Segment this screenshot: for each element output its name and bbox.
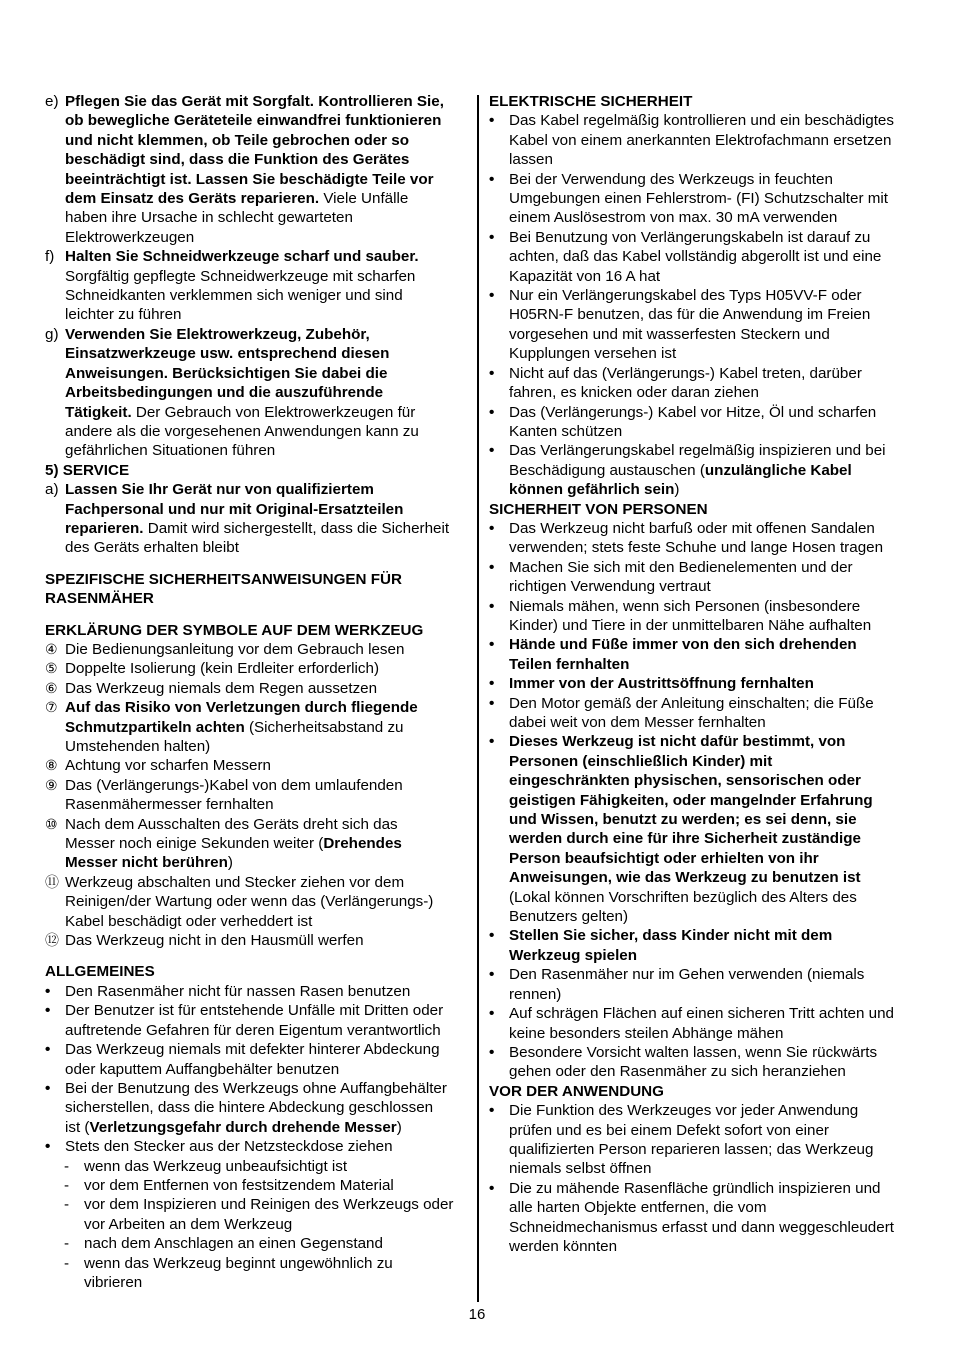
item-text: [65, 698, 470, 756]
list-item: [45, 1001, 470, 1040]
text-line: Arbeitsbedingungen und die auszuführende: [65, 384, 384, 402]
list-item: [489, 926, 914, 965]
text-line: Die Funktion des Werkzeuges vor jeder Anwendung: [509, 1102, 859, 1120]
list-item: [45, 1040, 470, 1079]
bullet-marker: •: [489, 170, 495, 188]
text-line: rennen): [509, 985, 562, 1003]
text-line: Das (Verlängerungs-) Kabel vor Hitze, Öl und scharfen: [509, 403, 877, 421]
text-line: Kapazität von 16 A hat: [509, 267, 661, 285]
text-line: Schneidkanten verklemmen sich weniger und sind: [65, 287, 403, 305]
text-line: niemals selbst öffnen: [509, 1160, 652, 1178]
symbol-number: ⑧: [45, 757, 58, 774]
text-line: Den Rasenmäher nur im Gehen verwenden (niemals: [509, 966, 865, 984]
dash-list: [45, 1157, 470, 1293]
item-text: [65, 325, 470, 461]
item-text: [509, 635, 914, 674]
text-line: prüfen und es bei einem Defekt sofort von einer: [509, 1121, 829, 1139]
text-line: beschädigt sind, dass die Funktion des Gerätes: [65, 151, 410, 169]
general-heading: ALLGEMEINES: [45, 963, 155, 981]
text-line: Messer nicht berühren): [65, 854, 233, 872]
list-item: [45, 679, 470, 698]
text-line: Besondere Vorsicht walten lassen, wenn Sie rückwärts: [509, 1043, 878, 1061]
text-line: vor Arbeiten an dem Werkzeug: [84, 1215, 293, 1233]
symbol-number: ④: [45, 640, 58, 657]
text-line: Hände und Füße immer von den sich drehenden: [509, 636, 857, 654]
text-line: fahren, es knicken oder daran ziehen: [509, 384, 759, 402]
item-text: [509, 228, 914, 286]
text-line: und Wissen, benutzt zu werden; es sei denn, sie: [509, 811, 857, 829]
item-text: [509, 694, 914, 733]
text-line: Nach dem Ausschalten des Geräts dreht sich das: [65, 815, 398, 833]
symbols-heading: ERKLÄRUNG DER SYMBOLE AUF DEM WERKZEUG: [45, 621, 424, 639]
text-line: Bei der Benutzung des Werkzeugs ohne Auffangbehälter: [65, 1079, 447, 1097]
list-item: [45, 815, 470, 873]
item-letter: a): [45, 481, 59, 499]
text-line: Messer noch einige Sekunden weiter (Drehendes: [65, 835, 402, 853]
text-line: geistigen Fähigkeiten, oder mangelnder Erfahrung: [509, 791, 873, 809]
bullet-marker: •: [489, 1043, 495, 1061]
text-line: vor dem Inspizieren und Reinigen des Werkzeugs oder: [84, 1196, 454, 1214]
text-line: (Lokal können Vorschriften bezüglich des Alters des: [509, 888, 857, 906]
item-text: [65, 815, 470, 873]
item-text: [509, 674, 914, 693]
list-item: [45, 325, 470, 461]
bullet-marker: •: [489, 558, 495, 576]
list-item: [489, 732, 914, 926]
text-line: Lassen Sie Ihr Gerät nur von qualifiziertem: [65, 481, 374, 499]
bullet-marker: •: [489, 1102, 495, 1120]
bullet-marker: •: [489, 694, 495, 712]
list-item: [489, 170, 914, 228]
bullet-marker: •: [489, 519, 495, 537]
dash-marker: -: [64, 1254, 70, 1272]
list-item: [489, 1179, 914, 1257]
item-text: [509, 403, 914, 442]
text-line: Personen (einschließlich Kinder) mit: [509, 752, 773, 770]
item-text: [65, 1001, 470, 1040]
text-line: sicherstellen, dass die hintere Abdeckung geschlossen: [65, 1099, 434, 1117]
list-item: [489, 228, 914, 286]
list-item: [45, 1137, 470, 1156]
text-line: Das Werkzeug niemals mit defekter hinterer Abdeckung: [65, 1041, 440, 1059]
electrical-heading: ELEKTRISCHE SICHERHEIT: [489, 93, 693, 110]
text-line: Einsatzwerkzeuge usw. entsprechend diesen: [65, 345, 390, 363]
item-text: [509, 558, 914, 597]
text-line: Die Bedienungsanleitung vor dem Gebrauch lesen: [65, 640, 405, 658]
text-line: Elektrowerkzeugen: [65, 228, 195, 246]
text-line: leichter zu führen: [65, 306, 182, 324]
item-text: [65, 1040, 470, 1079]
list-item: [489, 1101, 914, 1179]
bullet-marker: •: [45, 1002, 51, 1020]
bullet-marker: •: [489, 287, 495, 305]
dash-marker: -: [64, 1176, 70, 1194]
text-line: Halten Sie Schneidwerkzeuge scharf und sauber.: [65, 248, 419, 266]
text-line: Sorgfältig gepflegte Schneidwerkzeuge mit scharfen: [65, 267, 416, 285]
text-line: Teilen fernhalten: [509, 655, 630, 673]
text-line: Kanten schützen: [509, 422, 623, 440]
list-item: [45, 1176, 470, 1195]
left-column: [45, 92, 470, 1292]
text-line: Tätigkeit. Der Gebrauch von Elektrowerkzeugen für: [65, 403, 416, 421]
specific-heading-line-2: RASENMÄHER: [45, 590, 154, 608]
text-line: Achtung vor scharfen Messern: [65, 757, 271, 775]
item-text: [65, 982, 470, 1001]
text-line: Benutzers gelten): [509, 908, 629, 926]
text-line: Das (Verlängerungs-)Kabel von dem umlaufenden: [65, 776, 403, 794]
list-item: [45, 873, 470, 931]
text-line: Schneidmechanismus erfasst und dann weggeschleudert: [509, 1218, 894, 1236]
bullet-marker: •: [45, 1138, 51, 1156]
text-line: ob bewegliche Geräteteile einwandfrei funktionieren: [65, 112, 442, 130]
item-text: [509, 111, 914, 169]
item-letter: e): [45, 93, 59, 110]
text-line: Dieses Werkzeug ist nicht dafür bestimmt, von: [509, 733, 846, 751]
item-text: [84, 1195, 470, 1234]
list-item: [45, 756, 470, 775]
text-line: Das Werkzeug nicht barfuß oder mit offenen Sandalen: [509, 519, 875, 537]
list-item: [489, 364, 914, 403]
text-line: eingeschränkten physischen, sensorischen oder: [509, 772, 861, 790]
text-line: werden könnten: [509, 1237, 618, 1255]
bullet-marker: •: [45, 1041, 51, 1059]
list-item: [45, 931, 470, 950]
before-list: [489, 1101, 914, 1256]
item-text: [65, 247, 470, 325]
list-item: [489, 1004, 914, 1043]
text-line: werden durch eine für ihre Sicherheit zuständige: [509, 830, 861, 848]
text-line: dem Einsatz des Geräts reparieren. Viele Unfälle: [65, 190, 409, 208]
dash-marker: -: [64, 1196, 70, 1214]
bullet-marker: •: [489, 597, 495, 615]
text-line: können gefährlich sein): [509, 481, 680, 499]
item-text: [509, 1179, 914, 1257]
list-item: [45, 982, 470, 1001]
bullet-marker: •: [489, 1005, 495, 1023]
text-line: Kabel von einem anerkannten Elektrofachmann ersetzen: [509, 131, 892, 149]
item-text: [84, 1176, 470, 1195]
dash-marker: -: [64, 1235, 70, 1253]
text-line: Stets den Stecker aus der Netzsteckdose ziehen: [65, 1138, 393, 1156]
text-line: Auf schrägen Flächen auf einen sicheren Tritt achten und: [509, 1005, 894, 1023]
bullet-marker: •: [489, 364, 495, 382]
text-line: Schmutzpartikeln achten (Sicherheitsabstand zu: [65, 718, 404, 736]
page-number: 16: [468, 1306, 486, 1323]
text-line: richtigen Verwendung vertraut: [509, 578, 711, 596]
column-divider: [477, 95, 479, 1302]
item-letter: f): [45, 248, 55, 266]
text-line: einem Auslösestrom von max. 30 mA verwenden: [509, 209, 838, 227]
text-line: verwenden; stets feste Schuhe und lange Hosen tragen: [509, 539, 884, 557]
bullet-marker: •: [489, 403, 495, 421]
list-item: [45, 1254, 470, 1293]
list-item: [45, 640, 470, 659]
text-line: Doppelte Isolierung (kein Erdleiter erforderlich): [65, 660, 380, 678]
list-item: [489, 403, 914, 442]
text-line: Kabel beschädigt oder verheddert ist: [65, 912, 313, 930]
item-text: [65, 756, 470, 775]
item-text: [509, 597, 914, 636]
text-line: Machen Sie sich mit den Bedienelementen und der: [509, 558, 853, 576]
symbols-list: [45, 640, 470, 951]
text-line: Pflegen Sie das Gerät mit Sorgfalt. Kontrollieren Sie,: [65, 93, 444, 110]
text-line: reparieren. Damit wird sichergestellt, dass die Sicherheit: [65, 519, 450, 537]
text-line: Kupplungen versehen ist: [509, 345, 677, 363]
list-item: [45, 247, 470, 325]
list-item: [45, 776, 470, 815]
persons-heading: SICHERHEIT VON PERSONEN: [489, 500, 708, 518]
item-text: [65, 480, 470, 558]
text-line: Die zu mähende Rasenfläche gründlich inspizieren und: [509, 1179, 881, 1197]
text-line: Das Werkzeug nicht in den Hausmüll werfen: [65, 932, 364, 950]
bullet-marker: •: [489, 927, 495, 945]
text-line: gehen oder den Rasenmäher zu sich heranziehen: [509, 1063, 846, 1081]
list-item: [489, 286, 914, 364]
text-line: Anweisungen, wie das Werkzeug zu benutzen ist: [509, 869, 861, 887]
text-line: Verwenden Sie Elektrowerkzeug, Zubehör,: [65, 325, 370, 343]
text-line: Das Kabel regelmäßig kontrollieren und ein beschädigtes: [509, 112, 894, 130]
symbol-number: ⑦: [45, 699, 58, 716]
bullet-marker: •: [489, 675, 495, 693]
list-item: [489, 111, 914, 169]
text-line: Nur ein Verlängerungskabel des Typs H05VV-F oder: [509, 287, 862, 305]
list-item: [45, 659, 470, 678]
symbol-number: ⑨: [45, 776, 58, 793]
text-line: Rasenmähermesser fernhalten: [65, 796, 274, 814]
text-line: Kinder) und Tiere in der unmittelbaren Nähe aufhalten: [509, 616, 872, 634]
text-line: qualifizierten Person reparieren lassen; das Werkzeug: [509, 1140, 874, 1158]
symbol-number: ⑥: [45, 679, 58, 696]
text-line: keine besonders steilen Abhänge mähen: [509, 1024, 784, 1042]
list-item: [489, 441, 914, 499]
text-line: haben ihre Ursache in schlecht gewarteten: [65, 209, 353, 227]
item-text: [65, 92, 470, 247]
item-text: [509, 441, 914, 499]
text-line: Niemals mähen, wenn sich Personen (insbesondere: [509, 597, 861, 615]
symbol-number: ⑫: [45, 932, 59, 949]
text-line: Werkzeug spielen: [509, 946, 638, 964]
bullet-marker: •: [489, 442, 495, 460]
text-line: Fachpersonal und nur mit Original-Ersatzteilen: [65, 500, 404, 518]
item-text: [84, 1234, 470, 1253]
text-line: Umgebungen einen Fehlerstrom- (FI) Schutzschalter mit: [509, 190, 888, 208]
spacer: [45, 558, 470, 570]
symbol-number: ⑩: [45, 815, 58, 832]
text-line: vor dem Entfernen von festsitzendem Material: [84, 1176, 394, 1194]
text-line: gefährlichen Situationen führen: [65, 442, 276, 460]
bullet-marker: •: [45, 982, 51, 1000]
bullet-marker: •: [489, 966, 495, 984]
general-list: [45, 982, 470, 1157]
text-line: Das Werkzeug niemals dem Regen aussetzen: [65, 679, 378, 697]
text-line: Stellen Sie sicher, dass Kinder nicht mit dem: [509, 927, 833, 945]
text-line: Reinigen/der Wartung oder wenn das (Verlängerungs-): [65, 893, 434, 911]
before-heading: VOR DER ANWENDUNG: [489, 1082, 664, 1100]
list-item: [45, 1079, 470, 1137]
list-item: [489, 597, 914, 636]
list-item: [45, 1195, 470, 1234]
text-line: Auf das Risiko von Verletzungen durch fliegende: [65, 699, 418, 717]
list-item: [45, 698, 470, 756]
bullet-marker: •: [489, 1179, 495, 1197]
item-text: [509, 926, 914, 965]
item-text: [65, 873, 470, 931]
list-item: [45, 1157, 470, 1176]
persons-list: [489, 519, 914, 1082]
text-line: Bei Benutzung von Verlängerungskabeln ist darauf zu: [509, 228, 871, 246]
item-text: [65, 640, 470, 659]
text-line: wenn das Werkzeug beginnt ungewöhnlich zu: [84, 1254, 393, 1272]
text-line: H05RN-F benutzen, das für die Anwendung im Freien: [509, 306, 871, 324]
list-item: [45, 1234, 470, 1253]
item-text: [509, 286, 914, 364]
list-item: [489, 674, 914, 693]
text-line: oder kaputtem Auffangbehälter benutzen: [65, 1060, 340, 1078]
text-line: nach dem Anschlagen an einen Gegenstand: [84, 1235, 383, 1253]
item-text: [84, 1157, 470, 1176]
text-line: Den Motor gemäß der Anleitung einschalten; die Füße: [509, 694, 874, 712]
item-text: [65, 776, 470, 815]
item-letter: g): [45, 325, 59, 343]
list-item: [45, 480, 470, 558]
text-line: achten, daß das Kabel vollständig abgerollt ist und eine: [509, 248, 882, 266]
item-text: [65, 679, 470, 698]
item-text: [509, 732, 914, 926]
bullet-marker: •: [45, 1079, 51, 1097]
text-line: Beschädigung austauschen (unzulängliche Kabel: [509, 461, 852, 479]
text-line: alle harten Objekte entfernen, die vom: [509, 1199, 767, 1217]
symbol-number: ⑪: [45, 873, 59, 890]
text-line: auftretende Gefahren für deren Eigentum verantwortlich: [65, 1021, 441, 1039]
symbol-number: ⑤: [45, 660, 58, 677]
item-text: [65, 1137, 470, 1156]
specific-heading-line-1: SPEZIFISCHE SICHERHEITSANWEISUNGEN FÜR: [45, 570, 402, 588]
bullet-marker: •: [489, 112, 495, 130]
list-item: [489, 694, 914, 733]
text-line: andere als die vorgesehenen Anwendungen kann zu: [65, 422, 419, 440]
list-item: [489, 1043, 914, 1082]
list-item: [489, 519, 914, 558]
item-text: [509, 1043, 914, 1082]
list-item: [489, 635, 914, 674]
list-item: [489, 965, 914, 1004]
text-line: lassen: [509, 151, 553, 169]
dash-marker: -: [64, 1157, 70, 1175]
text-line: Der Benutzer ist für entstehende Unfälle mit Dritten oder: [65, 1002, 444, 1020]
item-text: [65, 931, 470, 950]
text-line: wenn das Werkzeug unbeaufsichtigt ist: [84, 1157, 348, 1175]
text-line: Anweisungen. Berücksichtigen Sie dabei die: [65, 364, 388, 382]
text-line: Den Rasenmäher nicht für nassen Rasen benutzen: [65, 982, 411, 1000]
text-line: Person beaufsichtigt oder erhielten von ihr: [509, 849, 819, 867]
bullet-marker: •: [489, 228, 495, 246]
text-line: und nicht klemmen, ob Teile gebrochen oder so: [65, 131, 410, 149]
item-text: [509, 519, 914, 558]
text-line: Werkzeug abschalten und Stecker ziehen vor dem: [65, 873, 405, 891]
item-text: [509, 1004, 914, 1043]
text-line: dabei weit von dem Messer fernhalten: [509, 714, 766, 731]
item-text: [65, 659, 470, 678]
item-text: [84, 1254, 470, 1293]
text-line: Bei der Verwendung des Werkzeugs in feuchten: [509, 170, 833, 188]
right-column: [489, 92, 914, 1256]
text-line: Immer von der Austrittsöffnung fernhalten: [509, 675, 814, 693]
item-text: [509, 1101, 914, 1179]
text-line: vibrieren: [84, 1273, 143, 1291]
bullet-marker: •: [489, 636, 495, 654]
bullet-marker: •: [489, 733, 495, 751]
item-text: [509, 170, 914, 228]
text-line: Nicht auf das (Verlängerungs-) Kabel treten, darüber: [509, 364, 862, 382]
text-line: Umstehenden halten): [65, 738, 211, 755]
text-line: beeinträchtigt ist. Lassen Sie beschädigte Teile vor: [65, 170, 434, 188]
list-item: [489, 558, 914, 597]
list-item: [45, 92, 470, 247]
text-line: Das Verlängerungskabel regelmäßig inspizieren und bei: [509, 442, 886, 460]
text-line: des Geräts erhalten bleibt: [65, 539, 239, 557]
service-heading: 5) SERVICE: [45, 461, 130, 479]
item-text: [509, 965, 914, 1004]
item-text: [509, 364, 914, 403]
text-line: vorgesehen und mit wasserfesten Steckern und: [509, 325, 830, 343]
item-text: [65, 1079, 470, 1137]
text-line: ist (Verletzungsgefahr durch drehende Messer): [65, 1118, 402, 1136]
electrical-list: [489, 111, 914, 499]
